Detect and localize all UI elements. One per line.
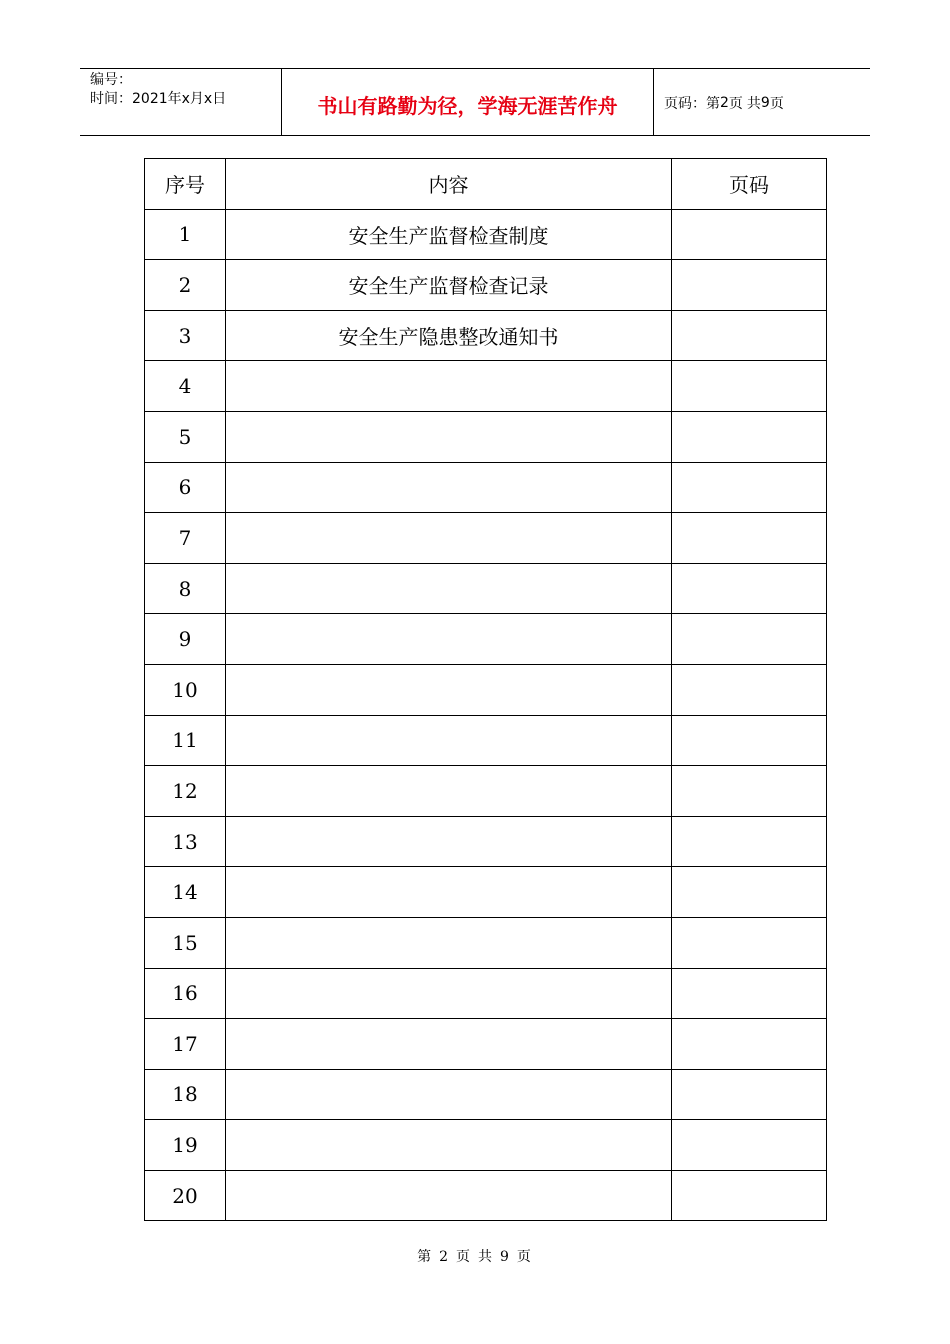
- footer-end: 页: [516, 1249, 533, 1265]
- row-page: [672, 1170, 827, 1221]
- row-page: [672, 361, 827, 412]
- row-number: 19: [145, 1120, 226, 1171]
- table-row: [145, 968, 827, 1019]
- row-page: [672, 917, 827, 968]
- row-number: 4: [145, 361, 226, 412]
- row-content: [226, 462, 672, 513]
- table-row: [145, 260, 827, 311]
- date-label: 时间：2021年x月x日: [90, 91, 227, 107]
- row-number: 17: [145, 1019, 226, 1070]
- row-page: [672, 563, 827, 614]
- footer-mid: 页: [456, 1249, 472, 1265]
- row-page: [672, 816, 827, 867]
- row-number: 1: [145, 209, 226, 260]
- table-row: [145, 513, 827, 564]
- row-number: 12: [145, 766, 226, 817]
- row-content: [226, 513, 672, 564]
- row-page: [672, 968, 827, 1019]
- row-page: [672, 462, 827, 513]
- row-number: 8: [145, 563, 226, 614]
- table-row: [145, 563, 827, 614]
- row-number: 2: [145, 260, 226, 311]
- page-footer: [0, 1246, 950, 1266]
- row-number: 11: [145, 715, 226, 766]
- page-total-label: 共: [746, 96, 761, 112]
- header-content: 内容: [226, 159, 672, 210]
- page-current: 2: [720, 95, 729, 111]
- row-page: [672, 310, 827, 361]
- row-content: [226, 1019, 672, 1070]
- row-number: 15: [145, 917, 226, 968]
- table-row: [145, 867, 827, 918]
- row-content: [226, 867, 672, 918]
- row-content: [226, 563, 672, 614]
- header-motto: 书山有路勤为径，学海无涯苦作舟: [282, 69, 654, 135]
- row-number: 7: [145, 513, 226, 564]
- header-no: 序号: [145, 159, 226, 210]
- page-header: [80, 68, 870, 136]
- table-row: [145, 664, 827, 715]
- row-page: [672, 664, 827, 715]
- row-page: [672, 1069, 827, 1120]
- row-content: [226, 766, 672, 817]
- row-page: [672, 1019, 827, 1070]
- row-content: [226, 715, 672, 766]
- table-row: [145, 209, 827, 260]
- row-content: [226, 1069, 672, 1120]
- row-number: 16: [145, 968, 226, 1019]
- row-page: [672, 209, 827, 260]
- row-number: 13: [145, 816, 226, 867]
- table-row: [145, 917, 827, 968]
- row-content: [226, 1120, 672, 1171]
- row-content: 安全生产监督检查制度: [226, 209, 672, 260]
- row-number: 14: [145, 867, 226, 918]
- table-row: [145, 411, 827, 462]
- row-page: [672, 513, 827, 564]
- page-label: 页码：第: [664, 96, 720, 112]
- table-row: [145, 715, 827, 766]
- row-content: 安全生产监督检查记录: [226, 260, 672, 311]
- row-page: [672, 411, 827, 462]
- row-content: [226, 917, 672, 968]
- table-body: [145, 209, 827, 1221]
- header-page-info: [654, 69, 870, 135]
- table-row: [145, 361, 827, 412]
- row-number: 18: [145, 1069, 226, 1120]
- row-number: 9: [145, 614, 226, 665]
- footer-prefix: 第: [417, 1249, 434, 1265]
- header-meta: [80, 69, 282, 135]
- row-page: [672, 614, 827, 665]
- row-content: [226, 816, 672, 867]
- table-row: [145, 1019, 827, 1070]
- header-page: 页码: [672, 159, 827, 210]
- row-content: [226, 361, 672, 412]
- table-row: [145, 614, 827, 665]
- table-row: [145, 816, 827, 867]
- page-total: 9: [760, 95, 770, 111]
- page-end: 页: [769, 96, 784, 112]
- row-number: 3: [145, 310, 226, 361]
- row-page: [672, 867, 827, 918]
- footer-current: 2: [439, 1249, 450, 1265]
- table-row: [145, 1120, 827, 1171]
- footer-total: 9: [500, 1249, 511, 1265]
- row-number: 20: [145, 1170, 226, 1221]
- table-row: [145, 1170, 827, 1221]
- row-page: [672, 766, 827, 817]
- row-number: 10: [145, 664, 226, 715]
- row-content: [226, 614, 672, 665]
- contents-table: [144, 158, 827, 1221]
- row-content: [226, 411, 672, 462]
- row-page: [672, 715, 827, 766]
- row-number: 5: [145, 411, 226, 462]
- row-content: [226, 664, 672, 715]
- row-content: [226, 1170, 672, 1221]
- row-page: [672, 1120, 827, 1171]
- row-number: 6: [145, 462, 226, 513]
- table-row: [145, 1069, 827, 1120]
- table-row: [145, 766, 827, 817]
- row-content: [226, 968, 672, 1019]
- page-mid: 页: [728, 96, 743, 112]
- footer-total-label: 共: [478, 1249, 494, 1265]
- table-row: [145, 462, 827, 513]
- table-row: [145, 310, 827, 361]
- table-header-row: [145, 159, 827, 210]
- row-page: [672, 260, 827, 311]
- code-label: 编号：: [90, 72, 132, 88]
- row-content: 安全生产隐患整改通知书: [226, 310, 672, 361]
